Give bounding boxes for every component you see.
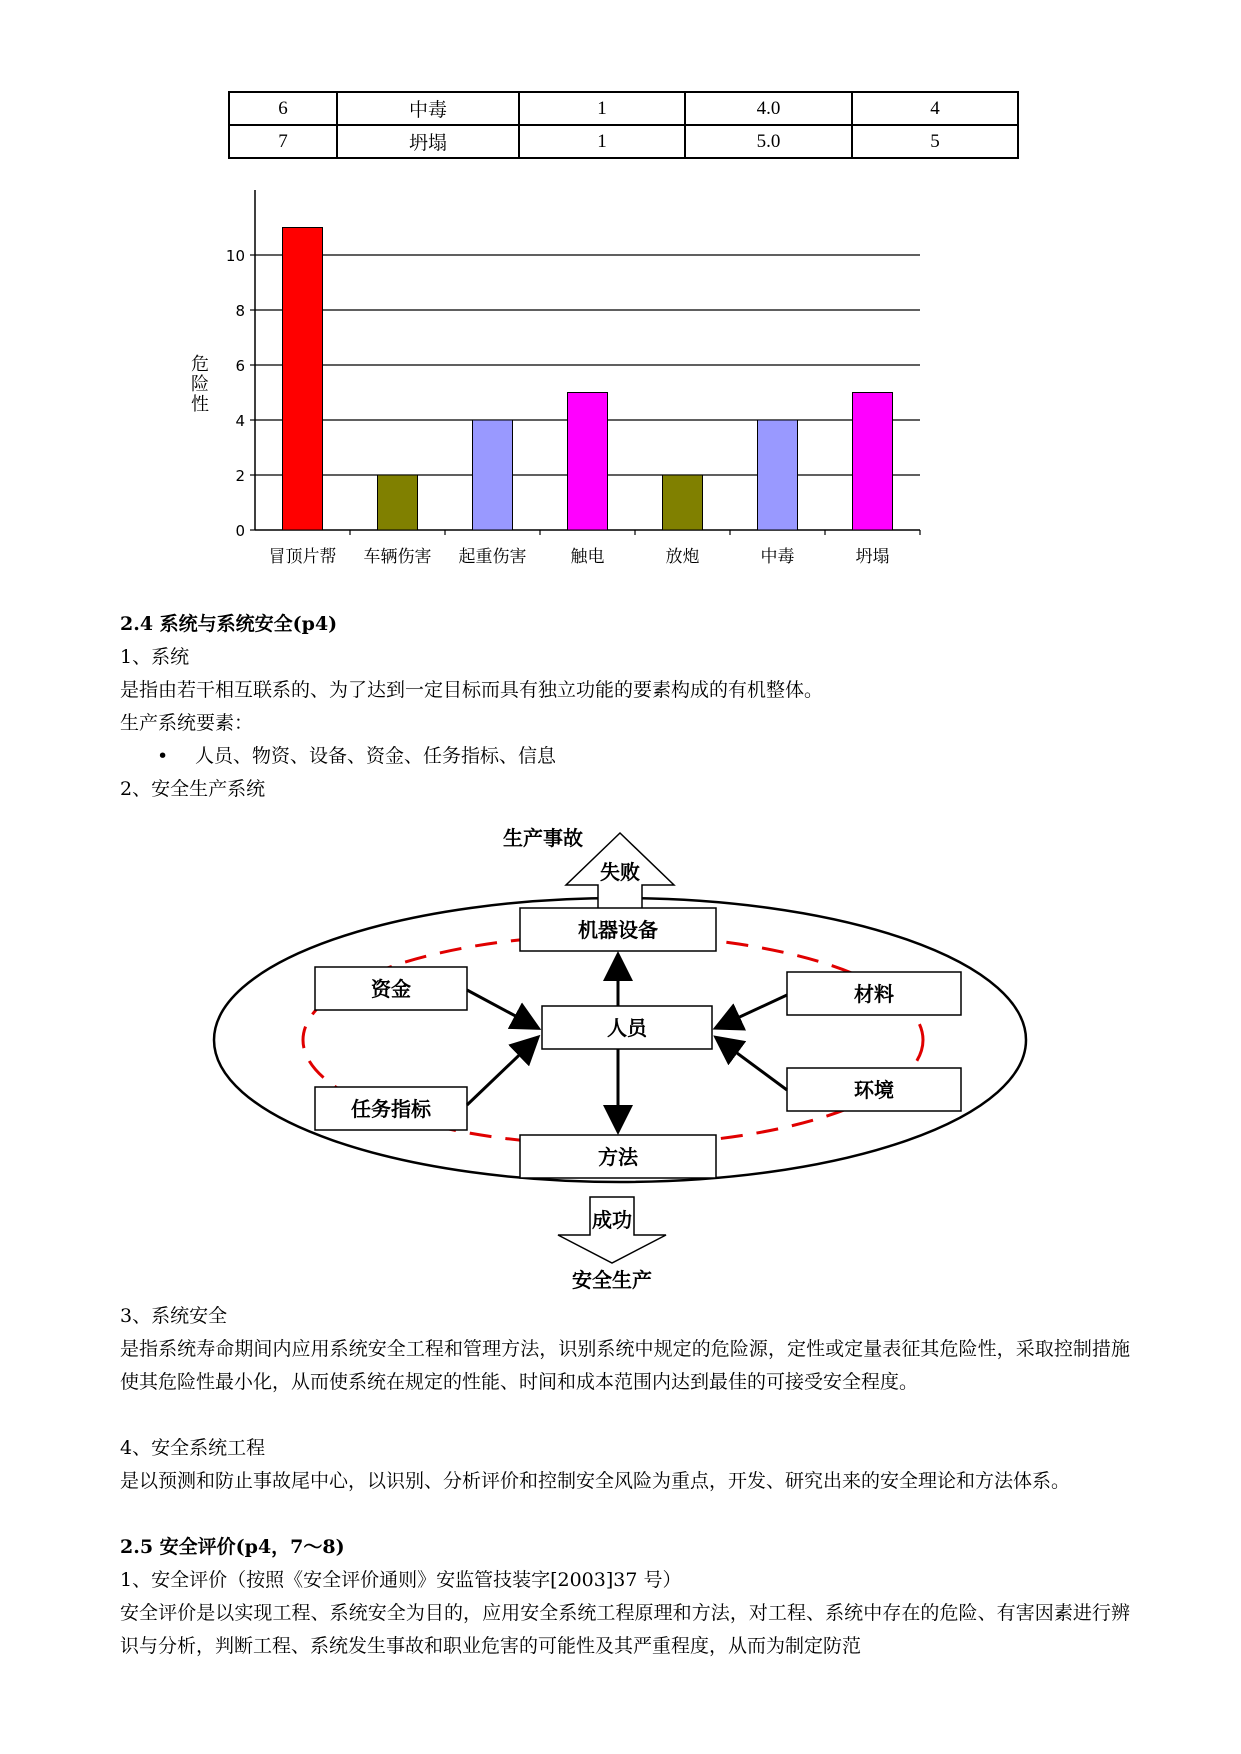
y-tick-label: 2 xyxy=(235,467,245,485)
safe-production-label: 安全生产 xyxy=(572,1268,652,1292)
x-tick-label: 坍塌 xyxy=(855,547,890,567)
table-cell: 5 xyxy=(852,125,1018,158)
bullet-text: 人员、物资、设备、资金、任务指标、信息 xyxy=(195,745,557,767)
section-heading: 2.4 系统与系统安全(p4) xyxy=(120,613,338,635)
paragraph: 是以预测和防止事故尾中心，以识别、分析评价和控制安全风险为重点，开发、研究出来的安全理论和方法体系。 xyxy=(120,1470,1071,1492)
bar xyxy=(663,475,703,530)
x-tick-label: 车辆伤害 xyxy=(363,547,432,567)
hazard-table xyxy=(228,91,1019,159)
item-title: 2、安全生产系统 xyxy=(120,778,266,800)
item-title: 4、安全系统工程 xyxy=(120,1437,266,1459)
fail-label: 失败 xyxy=(600,860,640,884)
arrow-environment-to-person xyxy=(718,1039,787,1090)
table-cell: 6 xyxy=(229,92,337,125)
table-cell: 中毒 xyxy=(337,92,519,125)
y-tick-label: 6 xyxy=(235,357,245,375)
paragraph: 安全评价是以实现工程、系统安全为目的，应用安全系统工程原理和方法，对工程、系统中存在的危险、有害因素进行辨识与分析，判断工程、系统发生事故和职业危害的可能性及其严重程度，从而为制定防范 xyxy=(120,1602,1130,1657)
accident-label: 生产事故 xyxy=(503,826,583,850)
success-label: 成功 xyxy=(592,1208,632,1232)
item-title: 1、系统 xyxy=(120,646,190,668)
x-tick-label: 触电 xyxy=(570,547,605,567)
section-heading: 2.5 安全评价(p4，7～8) xyxy=(120,1536,345,1558)
arrow-task-to-person xyxy=(467,1039,536,1105)
table-cell: 1 xyxy=(519,125,685,158)
method-label: 方法 xyxy=(598,1145,638,1169)
safety-system-diagram xyxy=(210,815,1040,1295)
bar xyxy=(568,393,608,531)
machine-label: 机器设备 xyxy=(578,918,658,942)
table-row xyxy=(229,92,1018,125)
chart-ylabel: 危险性 xyxy=(191,354,209,415)
y-tick-label: 4 xyxy=(235,412,245,430)
bar xyxy=(853,393,893,531)
bar xyxy=(283,228,323,531)
material-label: 材料 xyxy=(854,982,894,1006)
bar xyxy=(378,475,418,530)
table-cell: 1 xyxy=(519,92,685,125)
y-tick-label: 8 xyxy=(235,302,245,320)
x-tick-label: 放炮 xyxy=(665,547,700,567)
x-tick-label: 中毒 xyxy=(760,547,795,567)
person-label: 人员 xyxy=(607,1016,647,1040)
item-title: 3、系统安全 xyxy=(120,1305,228,1327)
table-cell: 4.0 xyxy=(685,92,852,125)
task-label: 任务指标 xyxy=(351,1097,431,1121)
arrow-material-to-person xyxy=(718,995,787,1027)
x-tick-label: 冒顶片帮 xyxy=(268,547,337,567)
table-row xyxy=(229,125,1018,158)
bar xyxy=(473,420,513,530)
hazard-bar-chart xyxy=(180,190,940,580)
paragraph: 生产系统要素： xyxy=(120,712,254,734)
environment-label: 环境 xyxy=(854,1078,894,1102)
paragraph: 是指系统寿命期间内应用系统安全工程和管理方法，识别系统中规定的危险源，定性或定量表征其危险性，采取控制措施使其危险性最小化，从而使系统在规定的性能、时间和成本范围内达到最佳的可接受安全程度。 xyxy=(120,1338,1130,1393)
fund-label: 资金 xyxy=(371,977,411,1001)
y-tick-label: 0 xyxy=(235,522,245,540)
y-tick-label: 10 xyxy=(225,247,245,265)
paragraph: 是指由若干相互联系的、为了达到一定目标而具有独立功能的要素构成的有机整体。 xyxy=(120,679,824,701)
table-cell: 7 xyxy=(229,125,337,158)
x-tick-label: 起重伤害 xyxy=(458,547,527,567)
table-cell: 4 xyxy=(852,92,1018,125)
item-title: 1、安全评价（按照《安全评价通则》安监管技装字[2003]37 号） xyxy=(120,1569,682,1591)
table-cell: 坍塌 xyxy=(337,125,519,158)
bullet-dot: • xyxy=(157,745,169,767)
arrow-fund-to-person xyxy=(467,990,536,1027)
table-cell: 5.0 xyxy=(685,125,852,158)
bar xyxy=(758,420,798,530)
